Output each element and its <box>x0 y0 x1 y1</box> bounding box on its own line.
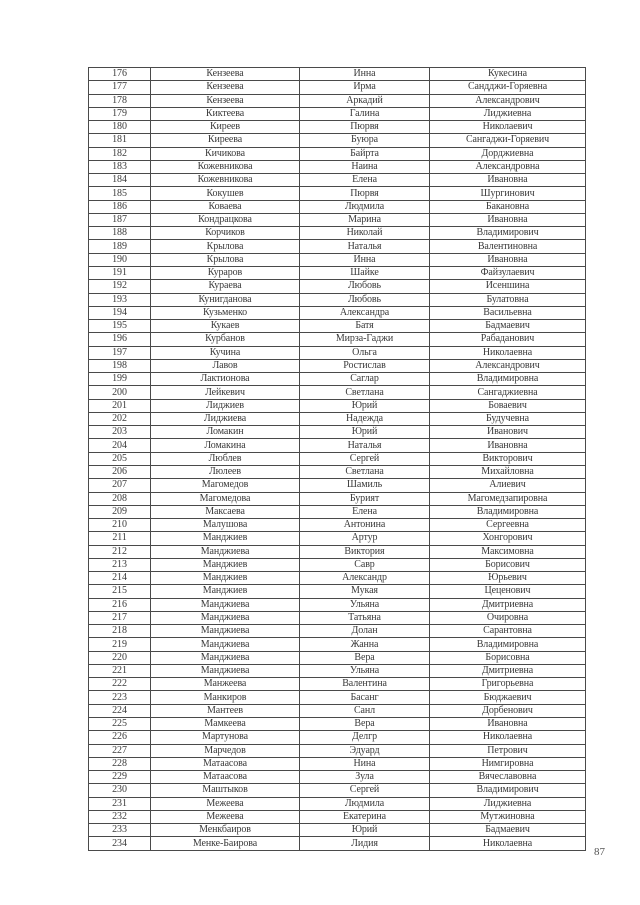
page-number: 87 <box>594 846 605 858</box>
table-row <box>89 585 586 598</box>
row-number-cell: 181 <box>89 134 151 147</box>
patronymic-cell: Юрьевич <box>430 572 586 585</box>
surname-cell: Кензеева <box>151 68 300 81</box>
first-name-cell: Екатерина <box>300 810 430 823</box>
first-name-cell: Вера <box>300 718 430 731</box>
surname-cell: Корчиков <box>151 227 300 240</box>
first-name-cell: Мукая <box>300 585 430 598</box>
patronymic-cell: Цеценович <box>430 585 586 598</box>
patronymic-cell: Николаевна <box>430 346 586 359</box>
row-number-cell: 190 <box>89 253 151 266</box>
first-name-cell: Нина <box>300 757 430 770</box>
surname-cell: Лактионова <box>151 373 300 386</box>
first-name-cell: Любовь <box>300 293 430 306</box>
row-number-cell: 228 <box>89 757 151 770</box>
table-row <box>89 479 586 492</box>
first-name-cell: Ульяна <box>300 664 430 677</box>
row-number-cell: 194 <box>89 306 151 319</box>
row-number-cell: 185 <box>89 187 151 200</box>
surname-cell: Манжеева <box>151 678 300 691</box>
patronymic-cell: Петрович <box>430 744 586 757</box>
surname-cell: Мамкеева <box>151 718 300 731</box>
surname-cell: Марчедов <box>151 744 300 757</box>
first-name-cell: Любовь <box>300 280 430 293</box>
patronymic-cell: Магомедзапировна <box>430 492 586 505</box>
first-name-cell: Наина <box>300 160 430 173</box>
surname-cell: Кузьменко <box>151 306 300 319</box>
table-row <box>89 293 586 306</box>
surname-cell: Кокушев <box>151 187 300 200</box>
row-number-cell: 207 <box>89 479 151 492</box>
surname-cell: Магомедова <box>151 492 300 505</box>
row-number-cell: 224 <box>89 704 151 717</box>
table-row <box>89 94 586 107</box>
patronymic-cell: Кукесина <box>430 68 586 81</box>
row-number-cell: 177 <box>89 81 151 94</box>
surname-cell: Малушова <box>151 519 300 532</box>
surname-cell: Манджиева <box>151 598 300 611</box>
surname-cell: Коваева <box>151 200 300 213</box>
table-row <box>89 718 586 731</box>
table-row <box>89 81 586 94</box>
first-name-cell: Светлана <box>300 465 430 478</box>
first-name-cell: Наталья <box>300 240 430 253</box>
table-row <box>89 213 586 226</box>
first-name-cell: Виктория <box>300 545 430 558</box>
row-number-cell: 205 <box>89 452 151 465</box>
patronymic-cell: Васильевна <box>430 306 586 319</box>
first-name-cell: Сергей <box>300 452 430 465</box>
patronymic-cell: Владимирович <box>430 784 586 797</box>
table-row <box>89 664 586 677</box>
first-name-cell: Савр <box>300 558 430 571</box>
row-number-cell: 223 <box>89 691 151 704</box>
first-name-cell: Александр <box>300 572 430 585</box>
first-name-cell: Юрий <box>300 399 430 412</box>
table-row <box>89 306 586 319</box>
patronymic-cell: Хонгорович <box>430 532 586 545</box>
table-row <box>89 200 586 213</box>
first-name-cell: Ирма <box>300 81 430 94</box>
first-name-cell: Сергей <box>300 784 430 797</box>
table-row <box>89 121 586 134</box>
table-row <box>89 346 586 359</box>
row-number-cell: 208 <box>89 492 151 505</box>
row-number-cell: 210 <box>89 519 151 532</box>
row-number-cell: 231 <box>89 797 151 810</box>
row-number-cell: 189 <box>89 240 151 253</box>
table-body <box>89 68 586 851</box>
row-number-cell: 233 <box>89 824 151 837</box>
table-row <box>89 611 586 624</box>
surname-cell: Кураева <box>151 280 300 293</box>
row-number-cell: 230 <box>89 784 151 797</box>
row-number-cell: 178 <box>89 94 151 107</box>
surname-cell: Кожевникова <box>151 174 300 187</box>
table-row <box>89 784 586 797</box>
table-row <box>89 824 586 837</box>
first-name-cell: Мирза-Гаджи <box>300 333 430 346</box>
surname-cell: Кураров <box>151 266 300 279</box>
table-row <box>89 426 586 439</box>
table-row <box>89 625 586 638</box>
patronymic-cell: Боваевич <box>430 399 586 412</box>
surname-cell: Курбанов <box>151 333 300 346</box>
surname-cell: Межеева <box>151 810 300 823</box>
surname-cell: Матаасова <box>151 771 300 784</box>
table-row <box>89 771 586 784</box>
row-number-cell: 212 <box>89 545 151 558</box>
surname-cell: Лейкевич <box>151 386 300 399</box>
row-number-cell: 198 <box>89 359 151 372</box>
surname-cell: Межеева <box>151 797 300 810</box>
first-name-cell: Галина <box>300 107 430 120</box>
first-name-cell: Шамиль <box>300 479 430 492</box>
row-number-cell: 220 <box>89 651 151 664</box>
row-number-cell: 204 <box>89 439 151 452</box>
row-number-cell: 201 <box>89 399 151 412</box>
first-name-cell: Ростислав <box>300 359 430 372</box>
patronymic-cell: Николаевна <box>430 731 586 744</box>
surname-cell: Манджиева <box>151 625 300 638</box>
patronymic-cell: Исеншина <box>430 280 586 293</box>
first-name-cell: Буюра <box>300 134 430 147</box>
patronymic-cell: Ивановна <box>430 253 586 266</box>
surname-cell: Манджиев <box>151 532 300 545</box>
table-row <box>89 519 586 532</box>
row-number-cell: 199 <box>89 373 151 386</box>
patronymic-cell: Сандджи-Горяевна <box>430 81 586 94</box>
row-number-cell: 191 <box>89 266 151 279</box>
patronymic-cell: Иванович <box>430 426 586 439</box>
table-row <box>89 333 586 346</box>
surname-cell: Менкбаиров <box>151 824 300 837</box>
patronymic-cell: Очировна <box>430 611 586 624</box>
patronymic-cell: Ивановна <box>430 718 586 731</box>
patronymic-cell: Будучевна <box>430 412 586 425</box>
table-row <box>89 797 586 810</box>
table-row <box>89 505 586 518</box>
table-row <box>89 373 586 386</box>
table-row <box>89 399 586 412</box>
patronymic-cell: Вячеславовна <box>430 771 586 784</box>
first-name-cell: Бурият <box>300 492 430 505</box>
first-name-cell: Жанна <box>300 638 430 651</box>
patronymic-cell: Александровна <box>430 160 586 173</box>
patronymic-cell: Валентиновна <box>430 240 586 253</box>
first-name-cell: Саглар <box>300 373 430 386</box>
surname-cell: Ломакин <box>151 426 300 439</box>
surname-cell: Крылова <box>151 253 300 266</box>
first-name-cell: Инна <box>300 253 430 266</box>
first-name-cell: Светлана <box>300 386 430 399</box>
row-number-cell: 200 <box>89 386 151 399</box>
surname-cell: Киреев <box>151 121 300 134</box>
row-number-cell: 225 <box>89 718 151 731</box>
row-number-cell: 182 <box>89 147 151 160</box>
first-name-cell: Батя <box>300 320 430 333</box>
first-name-cell: Делгр <box>300 731 430 744</box>
table-row <box>89 492 586 505</box>
surname-cell: Кондрацкова <box>151 213 300 226</box>
surname-cell: Магомедов <box>151 479 300 492</box>
surname-cell: Киктеева <box>151 107 300 120</box>
patronymic-cell: Дмитриевна <box>430 664 586 677</box>
surname-cell: Кензеева <box>151 81 300 94</box>
name-list-table <box>88 67 586 851</box>
patronymic-cell: Сангаджиевна <box>430 386 586 399</box>
surname-cell: Маштыков <box>151 784 300 797</box>
first-name-cell: Юрий <box>300 824 430 837</box>
table-row <box>89 240 586 253</box>
first-name-cell: Байрта <box>300 147 430 160</box>
first-name-cell: Александра <box>300 306 430 319</box>
surname-cell: Манкиров <box>151 691 300 704</box>
table-row <box>89 837 586 850</box>
patronymic-cell: Викторович <box>430 452 586 465</box>
patronymic-cell: Борисович <box>430 558 586 571</box>
row-number-cell: 197 <box>89 346 151 359</box>
patronymic-cell: Мутжиновна <box>430 810 586 823</box>
table-row <box>89 532 586 545</box>
first-name-cell: Зула <box>300 771 430 784</box>
patronymic-cell: Ивановна <box>430 174 586 187</box>
row-number-cell: 203 <box>89 426 151 439</box>
patronymic-cell: Булатовна <box>430 293 586 306</box>
surname-cell: Мантеев <box>151 704 300 717</box>
surname-cell: Лавов <box>151 359 300 372</box>
first-name-cell: Юрий <box>300 426 430 439</box>
table-row <box>89 147 586 160</box>
table-row <box>89 107 586 120</box>
table-row <box>89 704 586 717</box>
table-row <box>89 651 586 664</box>
first-name-cell: Татьяна <box>300 611 430 624</box>
first-name-cell: Надежда <box>300 412 430 425</box>
row-number-cell: 227 <box>89 744 151 757</box>
surname-cell: Кучина <box>151 346 300 359</box>
first-name-cell: Елена <box>300 505 430 518</box>
first-name-cell: Марина <box>300 213 430 226</box>
row-number-cell: 214 <box>89 572 151 585</box>
surname-cell: Максаева <box>151 505 300 518</box>
surname-cell: Лиджиева <box>151 412 300 425</box>
patronymic-cell: Михайловна <box>430 465 586 478</box>
patronymic-cell: Рабаданович <box>430 333 586 346</box>
table-row <box>89 744 586 757</box>
surname-cell: Манджиев <box>151 572 300 585</box>
first-name-cell: Шайке <box>300 266 430 279</box>
first-name-cell: Пюрвя <box>300 121 430 134</box>
table-row <box>89 810 586 823</box>
table-row <box>89 465 586 478</box>
patronymic-cell: Дмитриевна <box>430 598 586 611</box>
table-row <box>89 412 586 425</box>
patronymic-cell: Максимовна <box>430 545 586 558</box>
table-row <box>89 731 586 744</box>
first-name-cell: Ульяна <box>300 598 430 611</box>
row-number-cell: 226 <box>89 731 151 744</box>
first-name-cell: Аркадий <box>300 94 430 107</box>
row-number-cell: 232 <box>89 810 151 823</box>
row-number-cell: 217 <box>89 611 151 624</box>
table-row <box>89 160 586 173</box>
row-number-cell: 221 <box>89 664 151 677</box>
row-number-cell: 202 <box>89 412 151 425</box>
first-name-cell: Антонина <box>300 519 430 532</box>
surname-cell: Кукаев <box>151 320 300 333</box>
surname-cell: Манджиева <box>151 611 300 624</box>
first-name-cell: Наталья <box>300 439 430 452</box>
patronymic-cell: Александрович <box>430 94 586 107</box>
patronymic-cell: Дорбенович <box>430 704 586 717</box>
row-number-cell: 219 <box>89 638 151 651</box>
row-number-cell: 211 <box>89 532 151 545</box>
row-number-cell: 215 <box>89 585 151 598</box>
row-number-cell: 179 <box>89 107 151 120</box>
patronymic-cell: Сангаджи-Горяевич <box>430 134 586 147</box>
table-row <box>89 678 586 691</box>
first-name-cell: Лидия <box>300 837 430 850</box>
first-name-cell: Инна <box>300 68 430 81</box>
row-number-cell: 222 <box>89 678 151 691</box>
first-name-cell: Пюрвя <box>300 187 430 200</box>
row-number-cell: 188 <box>89 227 151 240</box>
surname-cell: Кунигданова <box>151 293 300 306</box>
row-number-cell: 187 <box>89 213 151 226</box>
patronymic-cell: Нимгировна <box>430 757 586 770</box>
row-number-cell: 186 <box>89 200 151 213</box>
patronymic-cell: Дорджиевна <box>430 147 586 160</box>
patronymic-cell: Алиевич <box>430 479 586 492</box>
first-name-cell: Николай <box>300 227 430 240</box>
surname-cell: Мартунова <box>151 731 300 744</box>
first-name-cell: Басанг <box>300 691 430 704</box>
patronymic-cell: Бадмаевич <box>430 824 586 837</box>
patronymic-cell: Сергеевна <box>430 519 586 532</box>
row-number-cell: 209 <box>89 505 151 518</box>
table-row <box>89 187 586 200</box>
row-number-cell: 176 <box>89 68 151 81</box>
surname-cell: Манджиева <box>151 638 300 651</box>
row-number-cell: 193 <box>89 293 151 306</box>
table-row <box>89 68 586 81</box>
row-number-cell: 234 <box>89 837 151 850</box>
table-row <box>89 558 586 571</box>
row-number-cell: 216 <box>89 598 151 611</box>
table-row <box>89 320 586 333</box>
patronymic-cell: Николаевич <box>430 121 586 134</box>
table-row <box>89 545 586 558</box>
first-name-cell: Артур <box>300 532 430 545</box>
patronymic-cell: Шургинович <box>430 187 586 200</box>
first-name-cell: Долан <box>300 625 430 638</box>
patronymic-cell: Николаевна <box>430 837 586 850</box>
surname-cell: Менке-Баирова <box>151 837 300 850</box>
surname-cell: Манджиев <box>151 585 300 598</box>
row-number-cell: 218 <box>89 625 151 638</box>
patronymic-cell: Сарантовна <box>430 625 586 638</box>
table-row <box>89 691 586 704</box>
surname-cell: Лиджиев <box>151 399 300 412</box>
patronymic-cell: Александрович <box>430 359 586 372</box>
row-number-cell: 195 <box>89 320 151 333</box>
row-number-cell: 192 <box>89 280 151 293</box>
surname-cell: Манджиева <box>151 651 300 664</box>
table-row <box>89 638 586 651</box>
table-row <box>89 280 586 293</box>
table-row <box>89 266 586 279</box>
surname-cell: Манджиев <box>151 558 300 571</box>
patronymic-cell: Григорьевна <box>430 678 586 691</box>
surname-cell: Киреева <box>151 134 300 147</box>
first-name-cell: Елена <box>300 174 430 187</box>
patronymic-cell: Ивановна <box>430 439 586 452</box>
row-number-cell: 196 <box>89 333 151 346</box>
first-name-cell: Валентина <box>300 678 430 691</box>
patronymic-cell: Ивановна <box>430 213 586 226</box>
patronymic-cell: Борисовна <box>430 651 586 664</box>
table-row <box>89 452 586 465</box>
table-row <box>89 598 586 611</box>
surname-cell: Манджиева <box>151 664 300 677</box>
surname-cell: Крылова <box>151 240 300 253</box>
patronymic-cell: Бакановна <box>430 200 586 213</box>
patronymic-cell: Лиджиевна <box>430 107 586 120</box>
table-row <box>89 253 586 266</box>
table-row <box>89 359 586 372</box>
row-number-cell: 213 <box>89 558 151 571</box>
first-name-cell: Эдуард <box>300 744 430 757</box>
surname-cell: Ломакина <box>151 439 300 452</box>
row-number-cell: 180 <box>89 121 151 134</box>
first-name-cell: Ольга <box>300 346 430 359</box>
patronymic-cell: Владимировна <box>430 505 586 518</box>
table-row <box>89 439 586 452</box>
patronymic-cell: Лиджиевна <box>430 797 586 810</box>
row-number-cell: 206 <box>89 465 151 478</box>
first-name-cell: Санл <box>300 704 430 717</box>
patronymic-cell: Владимирович <box>430 227 586 240</box>
row-number-cell: 229 <box>89 771 151 784</box>
table-row <box>89 386 586 399</box>
surname-cell: Люлеев <box>151 465 300 478</box>
surname-cell: Манджиева <box>151 545 300 558</box>
surname-cell: Матаасова <box>151 757 300 770</box>
table-row <box>89 174 586 187</box>
first-name-cell: Людмила <box>300 797 430 810</box>
patronymic-cell: Файзулаевич <box>430 266 586 279</box>
patronymic-cell: Владимировна <box>430 373 586 386</box>
table-row <box>89 227 586 240</box>
surname-cell: Кожевникова <box>151 160 300 173</box>
table-row <box>89 572 586 585</box>
first-name-cell: Вера <box>300 651 430 664</box>
surname-cell: Кичикова <box>151 147 300 160</box>
row-number-cell: 184 <box>89 174 151 187</box>
patronymic-cell: Бюджаевич <box>430 691 586 704</box>
first-name-cell: Людмила <box>300 200 430 213</box>
table-row <box>89 134 586 147</box>
table-row <box>89 757 586 770</box>
row-number-cell: 183 <box>89 160 151 173</box>
patronymic-cell: Бадмаевич <box>430 320 586 333</box>
patronymic-cell: Владимировна <box>430 638 586 651</box>
surname-cell: Кензеева <box>151 94 300 107</box>
surname-cell: Люблев <box>151 452 300 465</box>
